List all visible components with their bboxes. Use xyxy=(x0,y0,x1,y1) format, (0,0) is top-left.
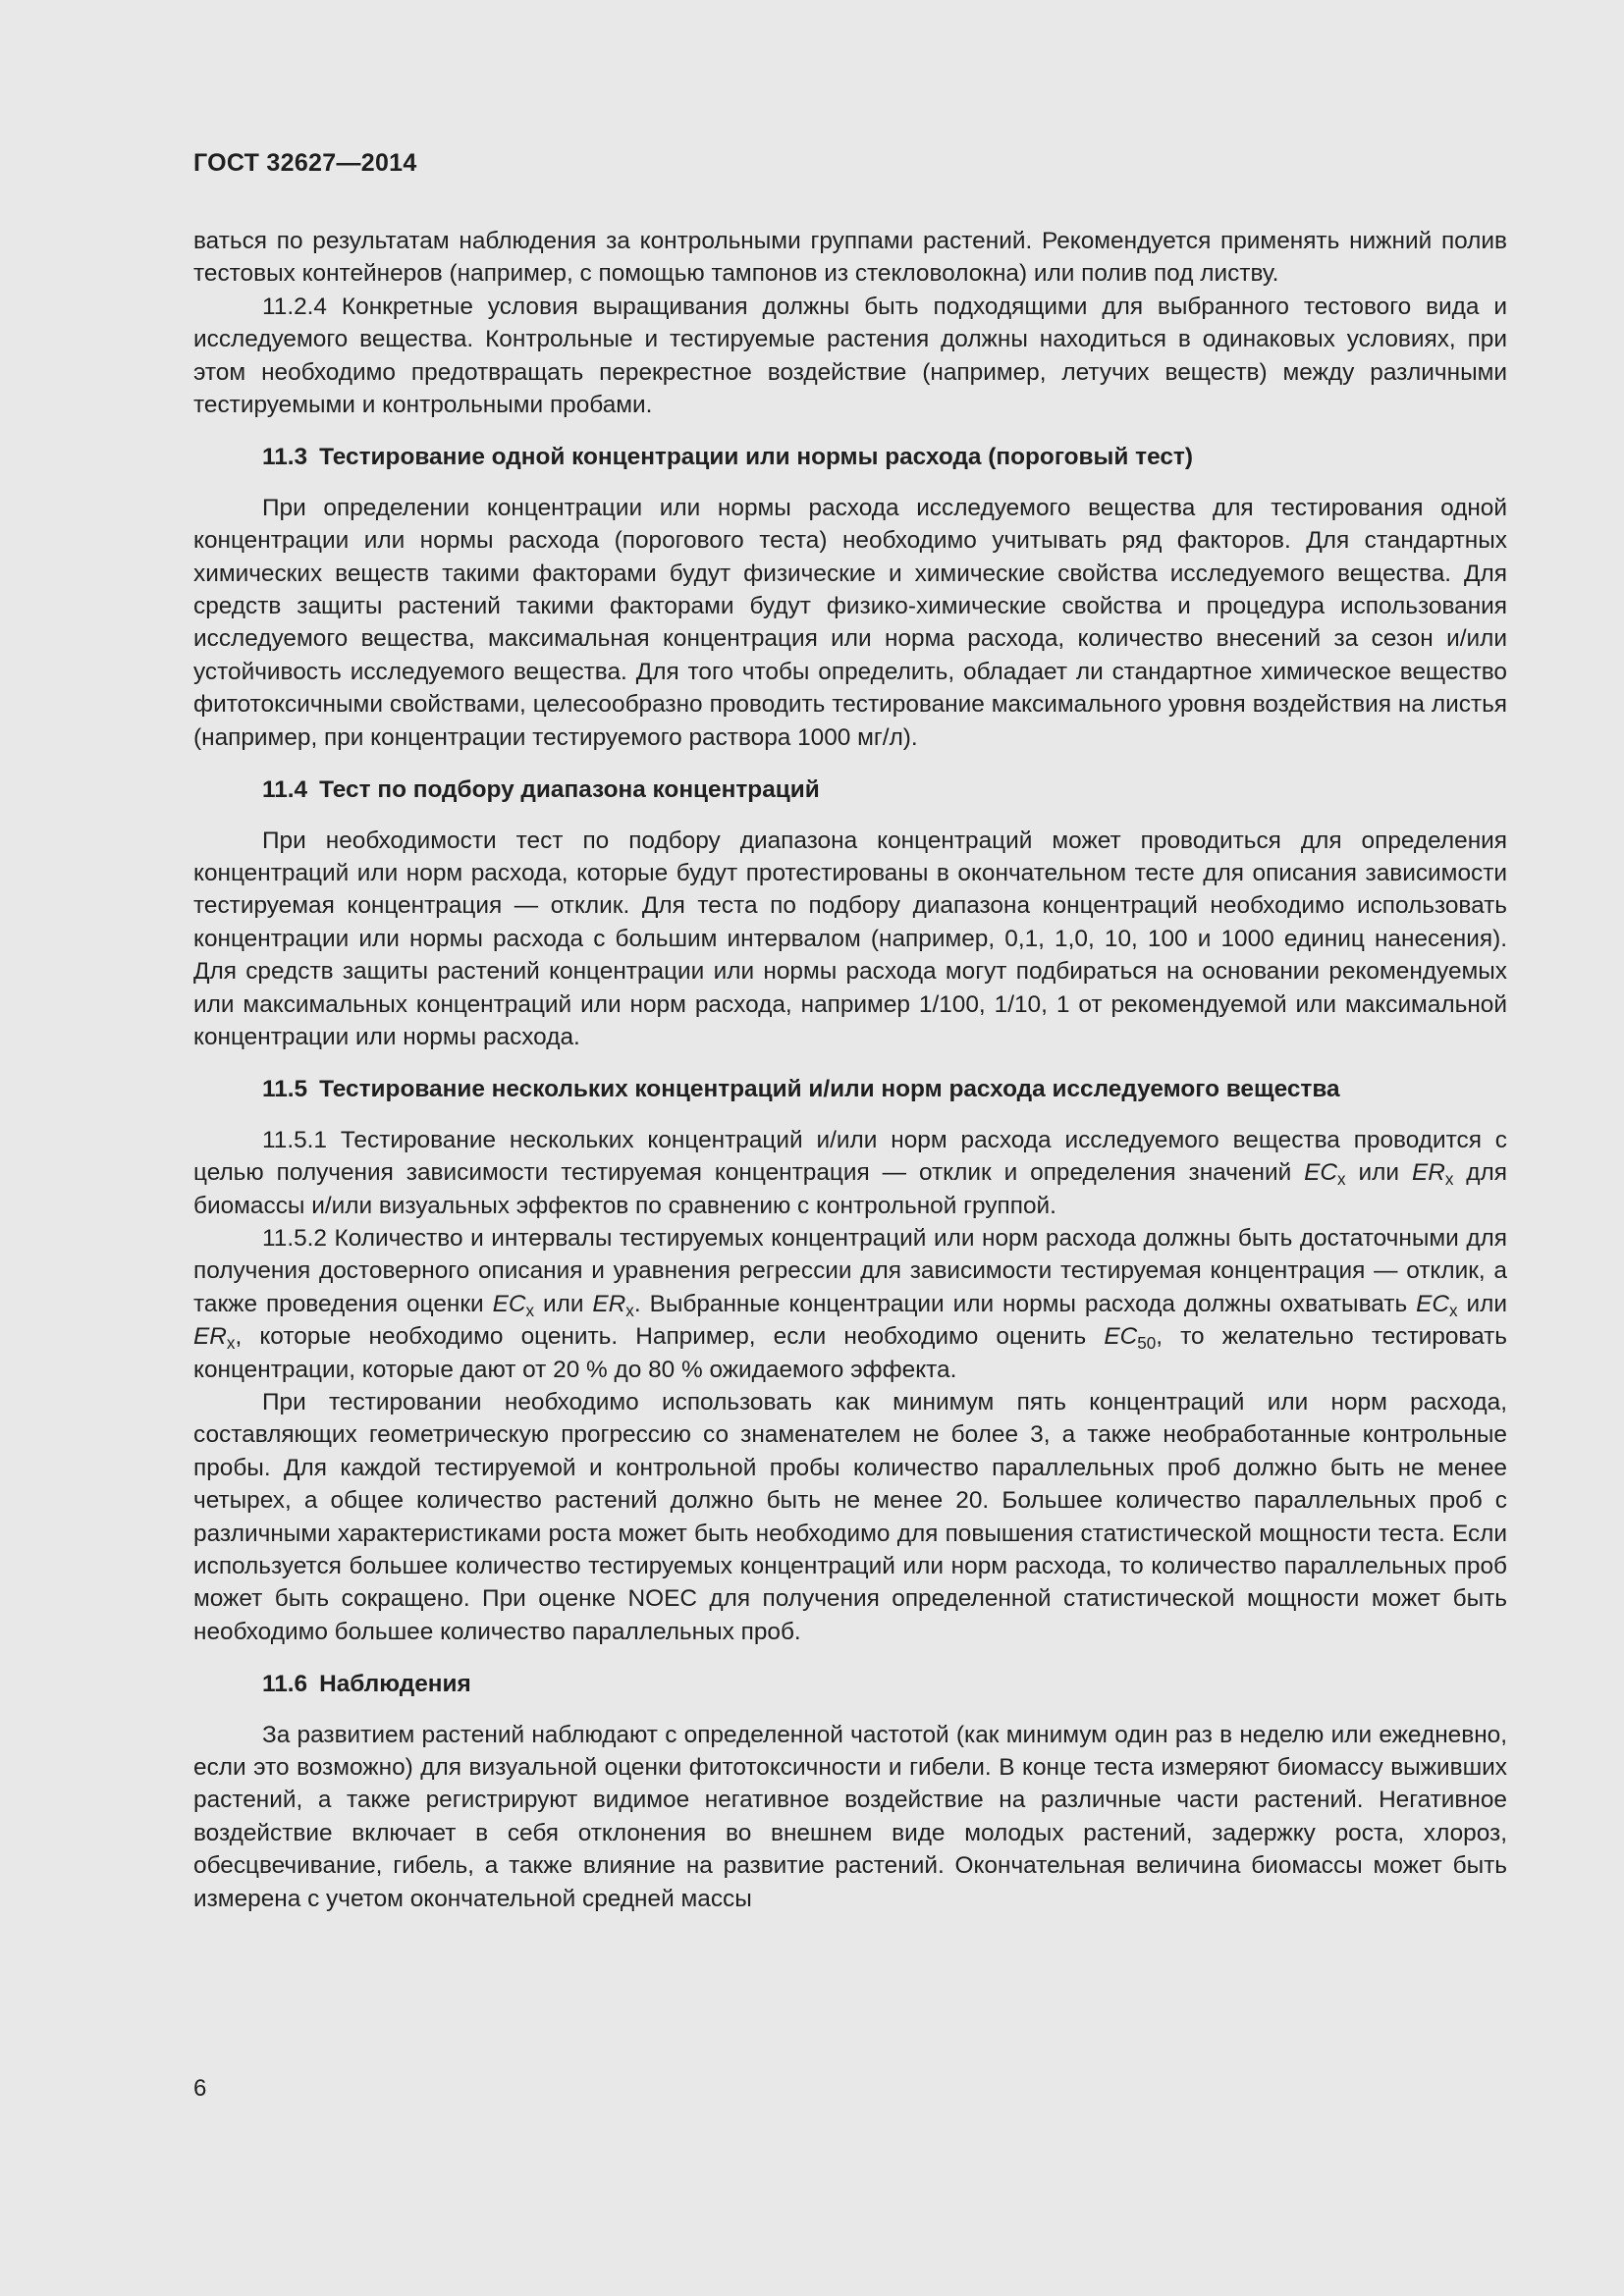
paragraph-11-5-2 xyxy=(193,1222,1507,1386)
section-number: 11.4 xyxy=(262,776,308,804)
symbol-subscript: x xyxy=(1337,1170,1346,1190)
page-number: 6 xyxy=(193,2075,207,2102)
paragraph-continuation: ваться по результатам наблюдения за контрольными группами растений. Рекомендуется применять нижний полив тестовых контейнеров (например, с помощью тампонов из стекловолокна) или полив под листву. xyxy=(193,228,1507,288)
paragraph-11-5-2-continued: При тестировании необходимо использовать как минимум пять концентраций или норм расхода, составляющих геометрическую прогрессию со знаменателем не более 3, а также необработанные контрольные пробы. Для каждой тестируемой и контрольной пробы количество параллельных проб должно быть не менее четырех, а общее количество растений должно быть не менее 20. Большее количество параллельных проб с различными характеристиками роста может быть необходимо для повышения статистической мощности теста. Если используется большее количество тестируемых концентраций или норм расхода, то количество параллельных проб может быть сокращено. При оценке NOEC для получения определенной статистической мощности может быть необходимо большее количество параллельных проб. xyxy=(193,1389,1507,1645)
symbol-er: ER xyxy=(193,1323,227,1351)
text-run: или xyxy=(1345,1159,1412,1187)
symbol-ec: EC xyxy=(1416,1290,1449,1317)
symbol-subscript: x xyxy=(1449,1301,1458,1320)
symbol-subscript: x xyxy=(1444,1170,1454,1190)
document-header: ГОСТ 32627—2014 xyxy=(193,149,417,177)
text-run: для биомассы и/или визуальных эффектов по сравнению с контрольной группой. xyxy=(193,1159,1507,1219)
symbol-ec: EC xyxy=(1104,1323,1138,1351)
section-heading-11-5 xyxy=(193,1073,1507,1105)
text-run: 11.5.1 Тестирование нескольких концентраций и/или норм расхода исследуемого вещества проводится с целью получения зависимости тестируемая концентрация — отклик и определения значений xyxy=(193,1126,1507,1187)
text-run: , которые необходимо оценить. Например, если необходимо оценить xyxy=(235,1323,1105,1351)
symbol-er: ER xyxy=(592,1290,626,1317)
text-run: или xyxy=(534,1290,593,1317)
symbol-subscript: x xyxy=(625,1301,634,1320)
text-run: 11.5.2 Количество и интервалы тестируемых концентраций или норм расхода должны быть достаточными для получения достоверного описания и уравнения регрессии для зависимости тестируемая концентрация — отклик, а также проведения оценки xyxy=(193,1224,1507,1317)
paragraph-11-5-1 xyxy=(193,1124,1507,1222)
section-heading-11-6 xyxy=(193,1668,1507,1700)
text-run: , то желательно тестировать концентрации, которые дают от 20 % до 80 % ожидаемого эффекта. xyxy=(193,1323,1507,1383)
document-body xyxy=(193,225,1507,1915)
paragraph-11-6: За развитием растений наблюдают с определенной частотой (как минимум один раз в неделю или ежедневно, если это возможно) для визуальной оценки фитотоксичности и гибели. В конце теста измеряют биомассу выживших растений, а также регистрируют видимое негативное воздействие на различные части растений. Негативное воздействие включает в себя отклонения во внешнем виде молодых растений, задержку роста, хлороз, обесцвечивание, гибель, а также влияние на развитие растений. Окончательная величина биомассы может быть измерена с учетом окончательной средней массы xyxy=(193,1721,1507,1912)
section-title: Наблюдения xyxy=(319,1671,471,1698)
section-number: 11.3 xyxy=(262,444,308,471)
symbol-subscript: x xyxy=(525,1301,535,1320)
symbol-er: ER xyxy=(1411,1159,1445,1187)
symbol-ec: EC xyxy=(492,1290,526,1317)
paragraph-11-3: При определении концентрации или нормы расхода исследуемого вещества для тестирования одной концентрации или нормы расхода (порогового теста) необходимо учитывать ряд факторов. Для стандартных химических веществ такими факторами будут физические и химические свойства исследуемого вещества. Для средств защиты растений такими факторами будут физико-химические свойства и процедура использования исследуемого вещества, максимальная концентрация или норма расхода, количество внесений за сезон и/или устойчивость исследуемого вещества. Для того чтобы определить, обладает ли стандартное химическое вещество фитотоксичными свойствами, целесообразно проводить тестирование максимального уровня воздействия на листья (например, при концентрации тестируемого раствора 1000 мг/л). xyxy=(193,494,1507,751)
section-number: 11.5 xyxy=(262,1076,308,1103)
symbol-ec: EC xyxy=(1304,1159,1338,1187)
symbol-subscript: 50 xyxy=(1137,1334,1157,1354)
paragraph-11-4: При необходимости тест по подбору диапазона концентраций может проводиться для определения концентраций или норм расхода, которые будут протестированы в окончательном тесте для описания зависимости тестируемая концентрация — отклик. Для теста по подбору диапазона концентраций необходимо использовать концентрации или нормы расхода с большим интервалом (например, 0,1, 1,0, 10, 100 и 1000 единиц нанесения). Для средств защиты растений концентрации или нормы расхода могут подбираться на основании рекомендуемых или максимальных концентраций или норм расхода, например 1/100, 1/10, 1 от рекомендуемой или максимальной концентрации или нормы расхода. xyxy=(193,827,1507,1050)
section-title: Тестирование одной концентрации или нормы расхода (пороговый тест) xyxy=(319,444,1193,471)
paragraph-11-2-4: 11.2.4 Конкретные условия выращивания должны быть подходящими для выбранного тестового вида и исследуемого вещества. Контрольные и тестируемые растения должны находиться в одинаковых условиях, при этом необходимо предотвращать перекрестное воздействие (например, летучих веществ) между различными тестируемыми и контрольными пробами. xyxy=(193,293,1507,419)
section-heading-11-3 xyxy=(193,441,1507,473)
section-title: Тестирование нескольких концентраций и/или норм расхода исследуемого вещества xyxy=(319,1076,1340,1103)
text-run: . Выбранные концентрации или нормы расхода должны охватывать xyxy=(633,1290,1417,1317)
section-heading-11-4 xyxy=(193,774,1507,806)
text-run: или xyxy=(1457,1290,1507,1317)
symbol-subscript: x xyxy=(226,1334,236,1354)
section-number: 11.6 xyxy=(262,1671,308,1698)
section-title: Тест по подбору диапазона концентраций xyxy=(319,776,820,804)
